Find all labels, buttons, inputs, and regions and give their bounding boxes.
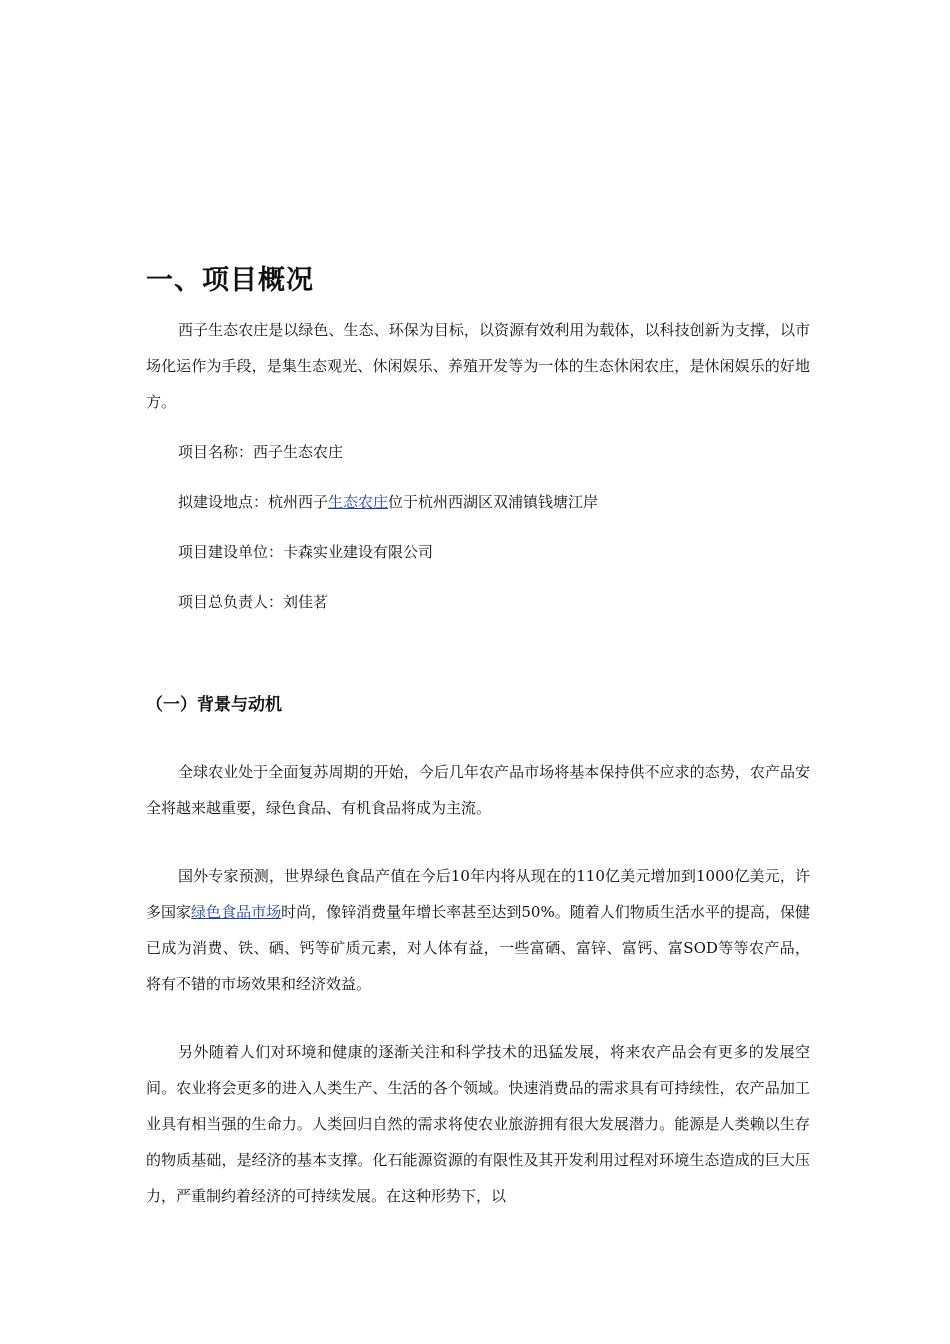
project-unit-field: 项目建设单位：卡森实业建设有限公司 (178, 543, 434, 561)
intro-paragraph: 西子生态农庄是以绿色、生态、环保为目标，以资源有效利用为载体，以科技创新为支撑，以市场化运作为手段，是集生态观光、休闲娱乐、养殖开发等为一体的生态休闲农庄，是休闲娱乐的好地方。 (146, 321, 810, 411)
para2-before: 国外专家预测，世界绿色食品产值在今后10年内将从现在的110亿美元增加到1000亿美元，许多国家 (146, 867, 810, 921)
background-paragraph-2 (146, 858, 810, 1002)
subsection-heading: （一）背景与动机 (146, 695, 282, 715)
green-food-market-link[interactable]: 绿色食品市场 (191, 903, 282, 921)
site-suffix: 位于杭州西湖区双浦镇钱塘江岸 (388, 493, 599, 511)
project-name-field: 项目名称：西子生态农庄 (178, 443, 344, 461)
background-paragraph-1: 全球农业处于全面复苏周期的开始，今后几年农产品市场将基本保持供不应求的态势，农产品安全将越来越重要，绿色食品、有机食品将成为主流。 (146, 763, 810, 817)
para2-after: 时尚，像锌消费量年增长率甚至达到50%。随着人们物质生活水平的提高，保健已成为消费、铁、硒、钙等矿质元素，对人体有益，一些富硒、富锌、富钙、富SOD等等农产品，将有不错的市场效果和经济效益。 (146, 903, 810, 993)
eco-farm-link[interactable]: 生态农庄 (328, 493, 389, 511)
project-site-field (178, 490, 598, 514)
background-paragraph-3: 另外随着人们对环境和健康的逐渐关注和科学技术的迅猛发展，将来农产品会有更多的发展空间。农业将会更多的进入人类生产、生活的各个领域。快速消费品的需求具有可持续性，农产品加工业具有相当强的生命力。人类回归自然的需求将使农业旅游拥有很大发展潜力。能源是人类赖以生存的物质基础，是经济的基本支撑。化石能源资源的有限性及其开发利用过程对环境生态造成的巨大压力，严重制约着经济的可持续发展。在这种形势下，以 (146, 1043, 810, 1205)
project-leader-field: 项目总负责人：刘佳茗 (178, 593, 329, 611)
site-prefix: 拟建设地点：杭州西子 (178, 493, 329, 511)
section-heading: 一、项目概况 (146, 265, 314, 296)
